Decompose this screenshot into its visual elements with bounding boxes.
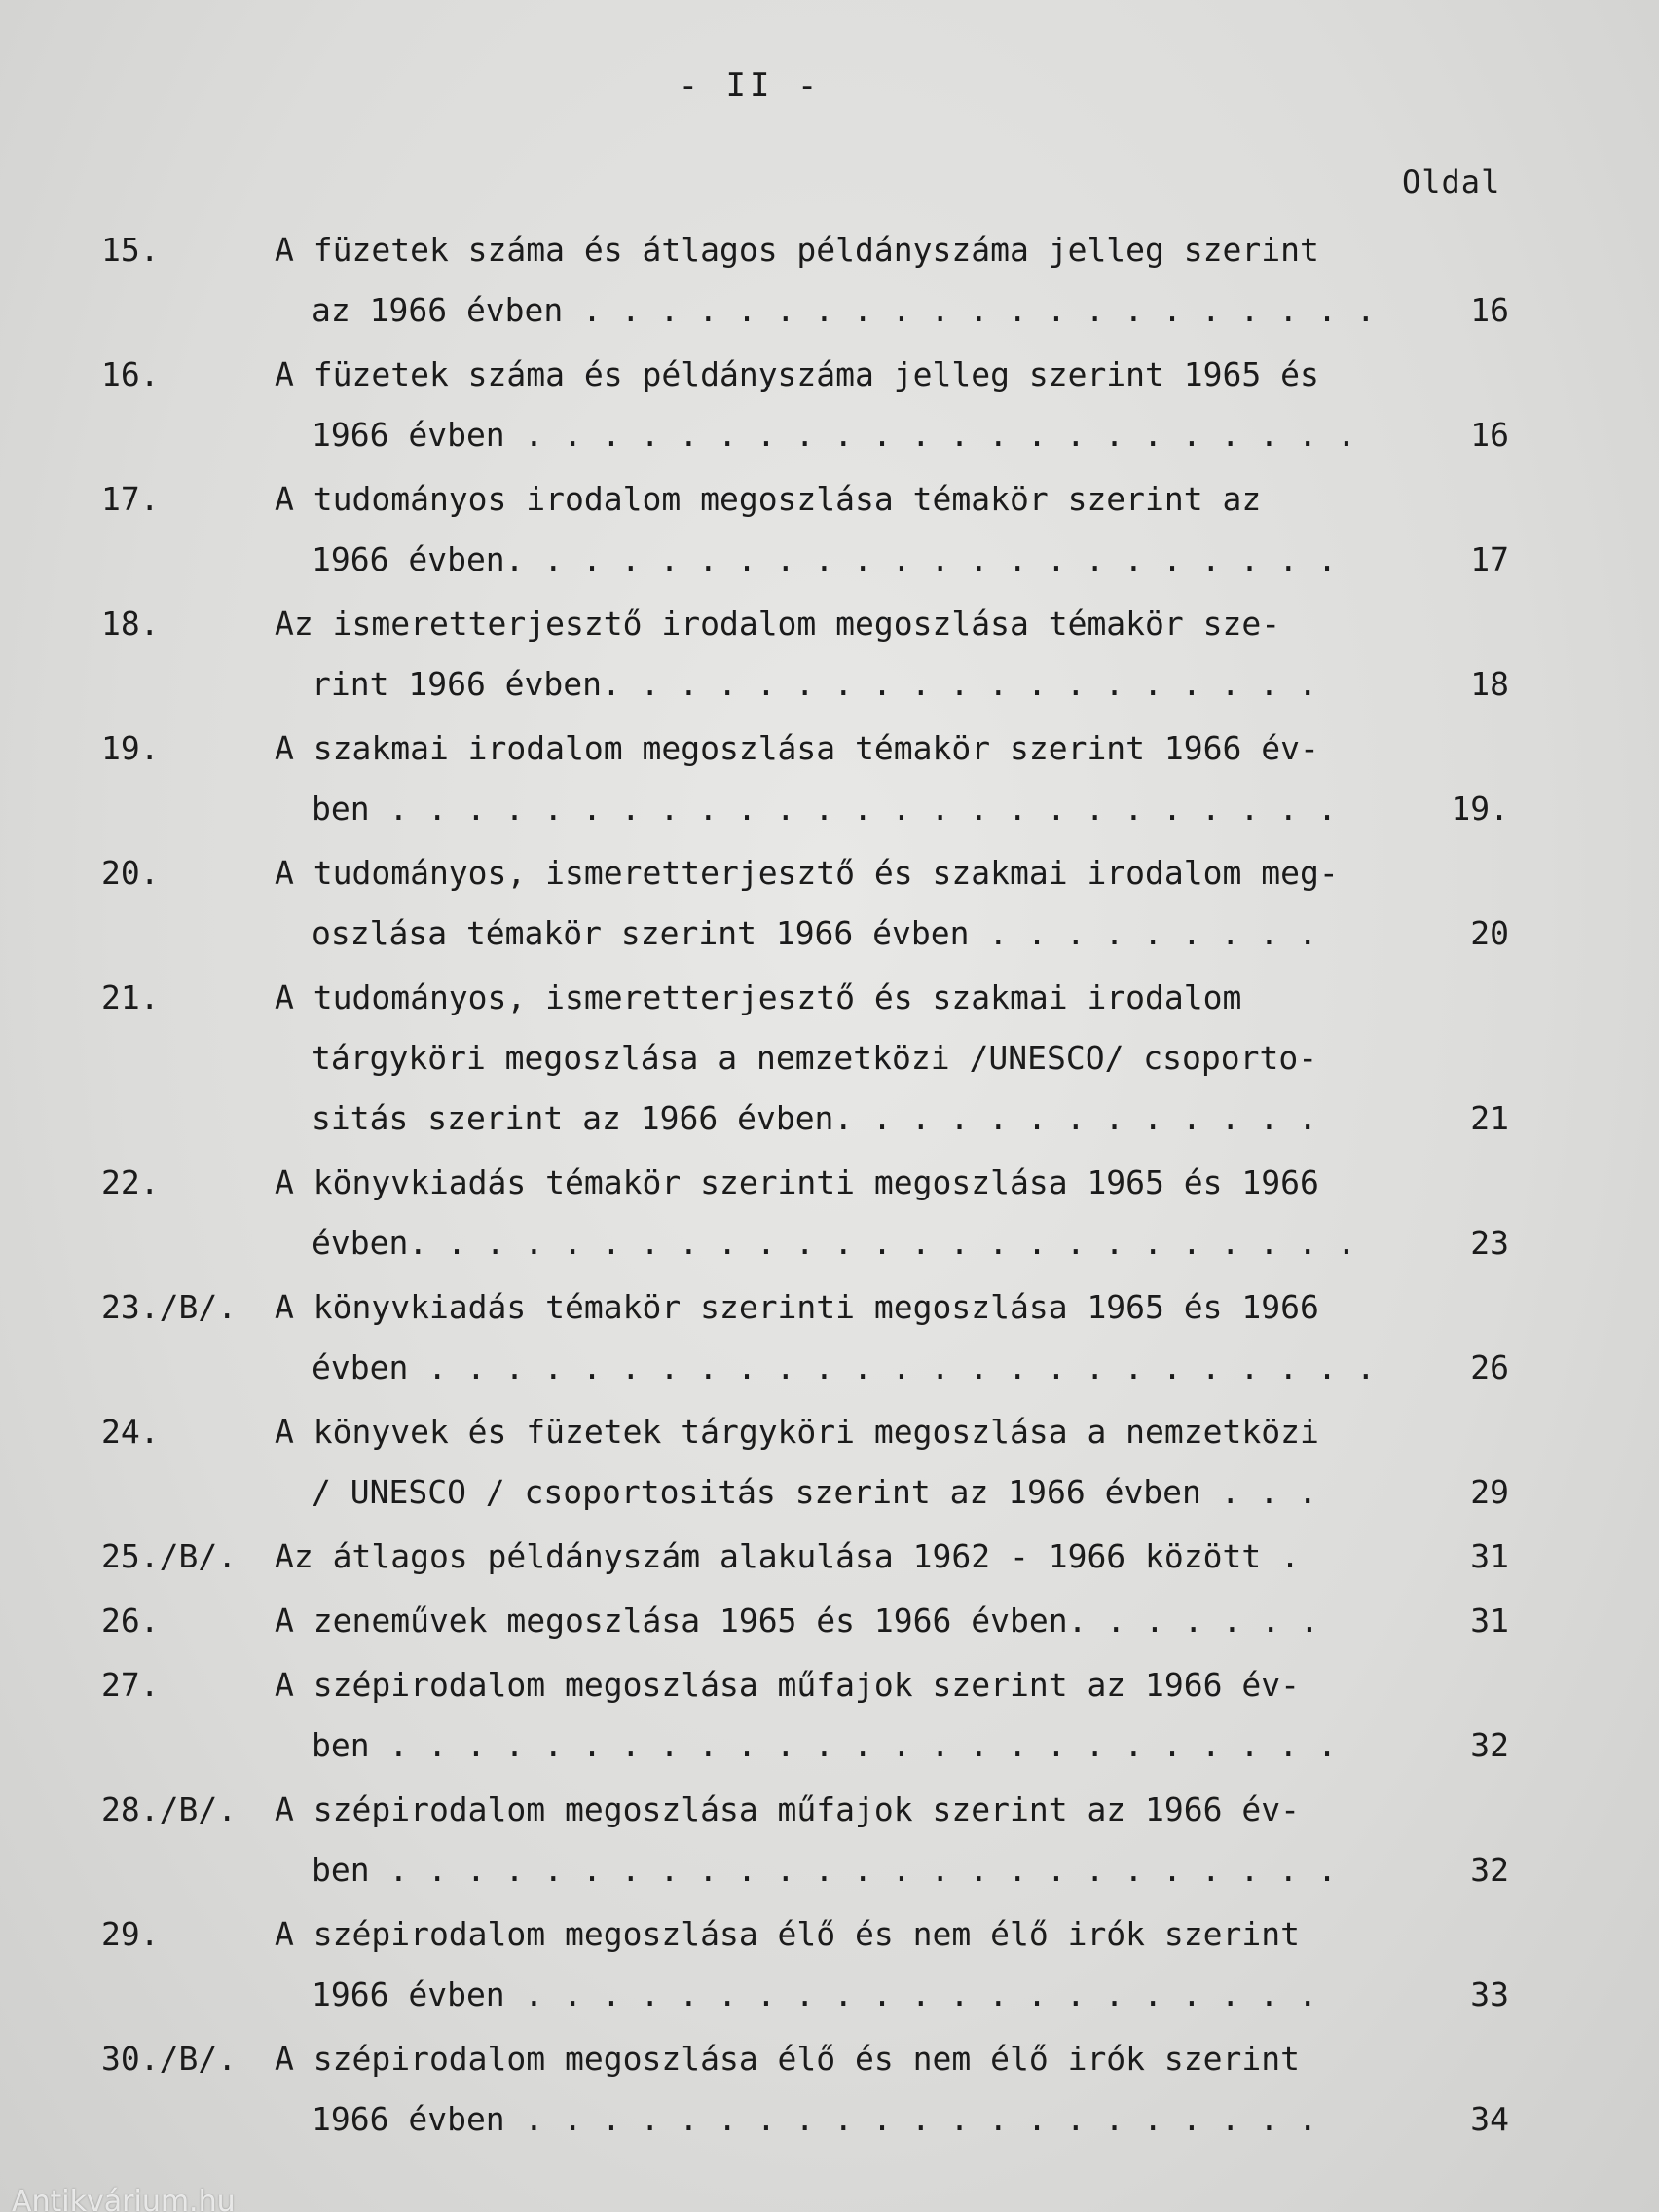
toc-entry [0, 220, 1659, 341]
toc-entry-line [0, 654, 1659, 715]
toc-entry-line [0, 968, 1659, 1028]
toc-entry-number: 29. [101, 1915, 160, 1953]
toc-entry-title: A tudományos, ismeretterjesztő és szakmai irodalom [275, 978, 1242, 1016]
toc-entry-title: ben . . . . . . . . . . . . . . . . . . . . . . . . . [312, 1851, 1337, 1889]
toc-entry-title: A könyvkiadás témakör szerinti megoszlása 1965 és 1966 [275, 1163, 1319, 1201]
toc-entry-title: A könyvek és füzetek tárgyköri megoszlása a nemzetközi [275, 1413, 1319, 1451]
toc-entry-number: 26. [101, 1602, 160, 1640]
toc-entry [0, 1780, 1659, 1900]
toc-entry-title: 1966 évben . . . . . . . . . . . . . . . . . . . . . [312, 2100, 1318, 2138]
toc-entry [0, 843, 1659, 964]
toc-entry-page: 33 [1470, 1975, 1509, 2013]
toc-entry-title: Az átlagos példányszám alakulása 1962 - 1966 között . [275, 1537, 1300, 1575]
toc-entry [0, 1153, 1659, 1273]
toc-entry-line [0, 1715, 1659, 1776]
toc-entry-line [0, 220, 1659, 280]
toc-entry-title: Az ismeretterjesztő irodalom megoszlása témakör sze- [275, 605, 1281, 643]
toc-entry-page: 31 [1470, 1602, 1509, 1640]
toc-entry-title: 1966 évben . . . . . . . . . . . . . . . . . . . . . . [312, 416, 1356, 454]
toc-entry-title: A könyvkiadás témakör szerinti megoszlása 1965 és 1966 [275, 1288, 1319, 1326]
toc-entry-page: 34 [1470, 2100, 1509, 2138]
toc-entry-page: 18 [1470, 665, 1509, 703]
toc-entry-title: / UNESCO / csoportositás szerint az 1966 évben . . . [312, 1473, 1318, 1511]
page-number: - II - [678, 66, 822, 105]
toc-entry [0, 469, 1659, 590]
toc-entry-title: A füzetek száma és átlagos példányszáma jelleg szerint [275, 231, 1319, 269]
page-column-heading: Oldal [1402, 164, 1501, 201]
toc-entry-line [0, 779, 1659, 839]
toc-entry-title: az 1966 évben . . . . . . . . . . . . . . . . . . . . . [312, 291, 1376, 329]
toc-entry [0, 1591, 1659, 1651]
toc-entry-number: 20. [101, 854, 160, 892]
toc-entry-line [0, 1213, 1659, 1273]
toc-entry-number: 22. [101, 1163, 160, 1201]
toc-entry-title: ben . . . . . . . . . . . . . . . . . . . . . . . . . [312, 790, 1337, 828]
toc-entry-title: 1966 évben . . . . . . . . . . . . . . . . . . . . . [312, 1975, 1318, 2013]
watermark: Antikvárium.hu [12, 2185, 236, 2212]
toc-entry-line [0, 469, 1659, 530]
toc-entry-page: 32 [1470, 1851, 1509, 1889]
toc-entry-page: 29 [1470, 1473, 1509, 1511]
toc-entry-line [0, 903, 1659, 964]
toc-entry-line [0, 1153, 1659, 1213]
toc-entry [0, 719, 1659, 839]
toc-entry-line [0, 1028, 1659, 1088]
toc-entry-title: A zeneművek megoszlása 1965 és 1966 évben. . . . . . . [275, 1602, 1319, 1640]
toc-entry-line [0, 405, 1659, 465]
toc-entry-title: 1966 évben. . . . . . . . . . . . . . . . . . . . . . [312, 540, 1337, 578]
toc-entry-line [0, 594, 1659, 654]
toc-entry-title: A szépirodalom megoszlása élő és nem élő irók szerint [275, 1915, 1300, 1953]
toc-entry-number: 18. [101, 605, 160, 643]
toc-entry-page: 32 [1470, 1726, 1509, 1764]
toc-entry [0, 2029, 1659, 2150]
toc-entry-title: rint 1966 évben. . . . . . . . . . . . . . . . . . . [312, 665, 1318, 703]
toc-entry-line [0, 1402, 1659, 1462]
toc-entry [0, 1655, 1659, 1776]
toc-entry-number: 25./B/. [101, 1537, 238, 1575]
toc-entry [0, 968, 1659, 1149]
toc-entry [0, 1402, 1659, 1523]
toc-entry-title: A szakmai irodalom megoszlása témakör szerint 1966 év- [275, 729, 1319, 767]
toc-entry-title: A tudományos, ismeretterjesztő és szakmai irodalom meg- [275, 854, 1339, 892]
toc-entry-number: 16. [101, 355, 160, 393]
toc-entry-number: 15. [101, 231, 160, 269]
toc-entry-line [0, 1338, 1659, 1398]
toc-entry-title: évben. . . . . . . . . . . . . . . . . . . . . . . . . [312, 1224, 1356, 1262]
toc-entry [0, 594, 1659, 715]
toc-entry-page: 17 [1470, 540, 1509, 578]
toc-entry-title: tárgyköri megoszlása a nemzetközi /UNESCO/ csoporto- [312, 1039, 1318, 1077]
toc-entry-page: 20 [1470, 914, 1509, 952]
toc-entry-number: 21. [101, 978, 160, 1016]
toc-entry-line [0, 843, 1659, 903]
toc-entry-page: 23 [1470, 1224, 1509, 1262]
toc-entry-title: ben . . . . . . . . . . . . . . . . . . . . . . . . . [312, 1726, 1337, 1764]
table-of-contents [0, 220, 1659, 2154]
toc-entry-page: 21 [1470, 1099, 1509, 1137]
toc-entry-number: 27. [101, 1666, 160, 1704]
toc-entry-title: A szépirodalom megoszlása élő és nem élő irók szerint [275, 2040, 1300, 2078]
toc-entry-line [0, 2029, 1659, 2089]
toc-entry-line [0, 1088, 1659, 1149]
toc-entry-line [0, 1780, 1659, 1840]
toc-entry-line [0, 280, 1659, 341]
toc-entry-title: sitás szerint az 1966 évben. . . . . . . . . . . . . [312, 1099, 1318, 1137]
toc-entry-title: A füzetek száma és példányszáma jelleg szerint 1965 és [275, 355, 1319, 393]
toc-entry-page: 31 [1470, 1537, 1509, 1575]
toc-entry-line [0, 1462, 1659, 1523]
toc-entry [0, 345, 1659, 465]
toc-entry-line [0, 1965, 1659, 2025]
toc-entry-page: 26 [1470, 1348, 1509, 1386]
toc-entry-line [0, 1655, 1659, 1715]
toc-entry [0, 1527, 1659, 1587]
toc-entry-page: 19. [1451, 790, 1509, 828]
toc-entry-title: oszlása témakör szerint 1966 évben . . . . . . . . . [312, 914, 1318, 952]
toc-entry [0, 1904, 1659, 2025]
toc-entry-number: 28./B/. [101, 1790, 238, 1828]
toc-entry-line [0, 1840, 1659, 1900]
toc-entry [0, 1277, 1659, 1398]
toc-entry-number: 24. [101, 1413, 160, 1451]
toc-entry-line [0, 1527, 1659, 1587]
toc-entry-line [0, 1277, 1659, 1338]
toc-entry-number: 19. [101, 729, 160, 767]
toc-entry-title: évben . . . . . . . . . . . . . . . . . . . . . . . . . [312, 1348, 1376, 1386]
toc-entry-page: 16 [1470, 416, 1509, 454]
toc-entry-line [0, 2089, 1659, 2150]
toc-entry-line [0, 530, 1659, 590]
toc-entry-line [0, 1591, 1659, 1651]
toc-entry-number: 23./B/. [101, 1288, 238, 1326]
toc-entry-line [0, 345, 1659, 405]
toc-entry-title: A tudományos irodalom megoszlása témakör szerint az [275, 480, 1262, 518]
toc-entry-page: 16 [1470, 291, 1509, 329]
toc-entry-title: A szépirodalom megoszlása műfajok szerint az 1966 év- [275, 1790, 1300, 1828]
toc-entry-number: 17. [101, 480, 160, 518]
toc-entry-line [0, 719, 1659, 779]
toc-entry-number: 30./B/. [101, 2040, 238, 2078]
toc-entry-line [0, 1904, 1659, 1965]
toc-entry-title: A szépirodalom megoszlása műfajok szerint az 1966 év- [275, 1666, 1300, 1704]
